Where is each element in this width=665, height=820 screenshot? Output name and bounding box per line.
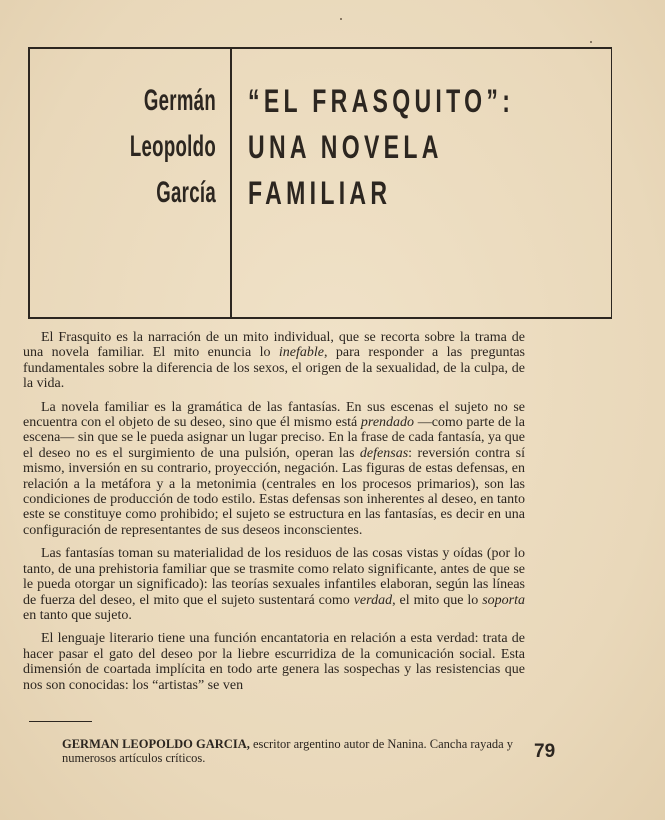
author-line: Leopoldo: [129, 130, 216, 163]
paragraph-text: , para responder a las preguntas fundamentales sobre la diferencia de los sexos, el origen de la sexualidad, de la culpa, de la vida.: [23, 345, 525, 392]
footnote-rule: [29, 721, 92, 722]
paragraph-text: , el mito que lo: [392, 592, 483, 608]
paragraph-text: El lenguaje literario tiene una función encantatoria en relación a esta verdad: trata de hacer pasar el gato del deseo por la liebre escurridiza de la comunicación social. Esta dimensión de coartada implícita en todo arte genera las sospechas y las resistencias que nos son conocidas: los “artistas” se ven: [23, 631, 525, 693]
page-number: 79: [534, 741, 556, 762]
paragraph-text: El Frasquito es la narración de un mito individual, que se recorta sobre la trama de una novela familiar. El mito enuncia lo: [23, 330, 525, 361]
emphasized-term: inefable: [278, 345, 325, 361]
article-body: [23, 330, 525, 701]
body-paragraph: [23, 546, 525, 623]
title-line: FAMILIAR: [248, 175, 392, 211]
emphasized-term: verdad: [353, 592, 393, 608]
article-title: [248, 78, 536, 216]
footnote-author-name: GERMAN LEOPOLDO GARCIA,: [62, 737, 250, 751]
paragraph-text: : reversión contra sí mismo, inversión en su contrario, proyección, negación. Las figuras de estas defensas, en relación a la metáfora y a la metonimia (centrales en los procesos primarios), son las condiciones de producción de todo estilo. Estas defensas son inherentes al deseo, en tanto este se constituye como prohibido; el sujeto se estructura en las fantasías, es decir en una configuración de representantes de sus deseos inconscientes.: [23, 445, 526, 538]
title-divider: [230, 47, 232, 319]
paragraph-text: en tanto que sujeto.: [23, 607, 132, 623]
paper-speck: [340, 18, 342, 20]
paragraph-text: La novela familiar es la gramática de las fantasías. En sus escenas el sujeto no se encuentra con el objeto de su deseo, sino que él mismo está: [23, 399, 525, 431]
author-line: Germán: [143, 84, 216, 117]
author-name: [107, 78, 216, 216]
paper-speck: [590, 41, 592, 43]
body-paragraph: [23, 400, 525, 539]
paragraph-text: —como parte de la escena— sin que se le pueda asignar un lugar preciso. En la frase de cada fantasía, ya que el deseo no es el surgimiento de una pulsión, operan las: [23, 415, 525, 461]
title-line: “EL FRASQUITO”:: [248, 83, 515, 119]
emphasized-term: prendado: [360, 415, 415, 431]
emphasized-term: defensas: [359, 445, 409, 461]
paragraph-text: Las fantasías toman su materialidad de los residuos de las cosas vistas y oídas (por lo tanto, de una prehistoria familiar que se trasmite como relato significante, antes de que se le pueda otorgar un significado): las teorías sexuales infantiles elaboran, según las líneas de fuerza del deseo, el mito que el sujeto sustentará como: [23, 546, 525, 608]
body-paragraph: [23, 631, 525, 693]
body-paragraph: [23, 330, 525, 392]
emphasized-term: soporta: [482, 592, 525, 608]
footnote-text: escritor argentino autor de Nanina. Cancha rayada y numerosos artículos críticos.: [62, 737, 514, 765]
author-line: García: [156, 176, 216, 209]
title-line: UNA NOVELA: [248, 129, 443, 165]
author-footnote: [62, 738, 532, 765]
